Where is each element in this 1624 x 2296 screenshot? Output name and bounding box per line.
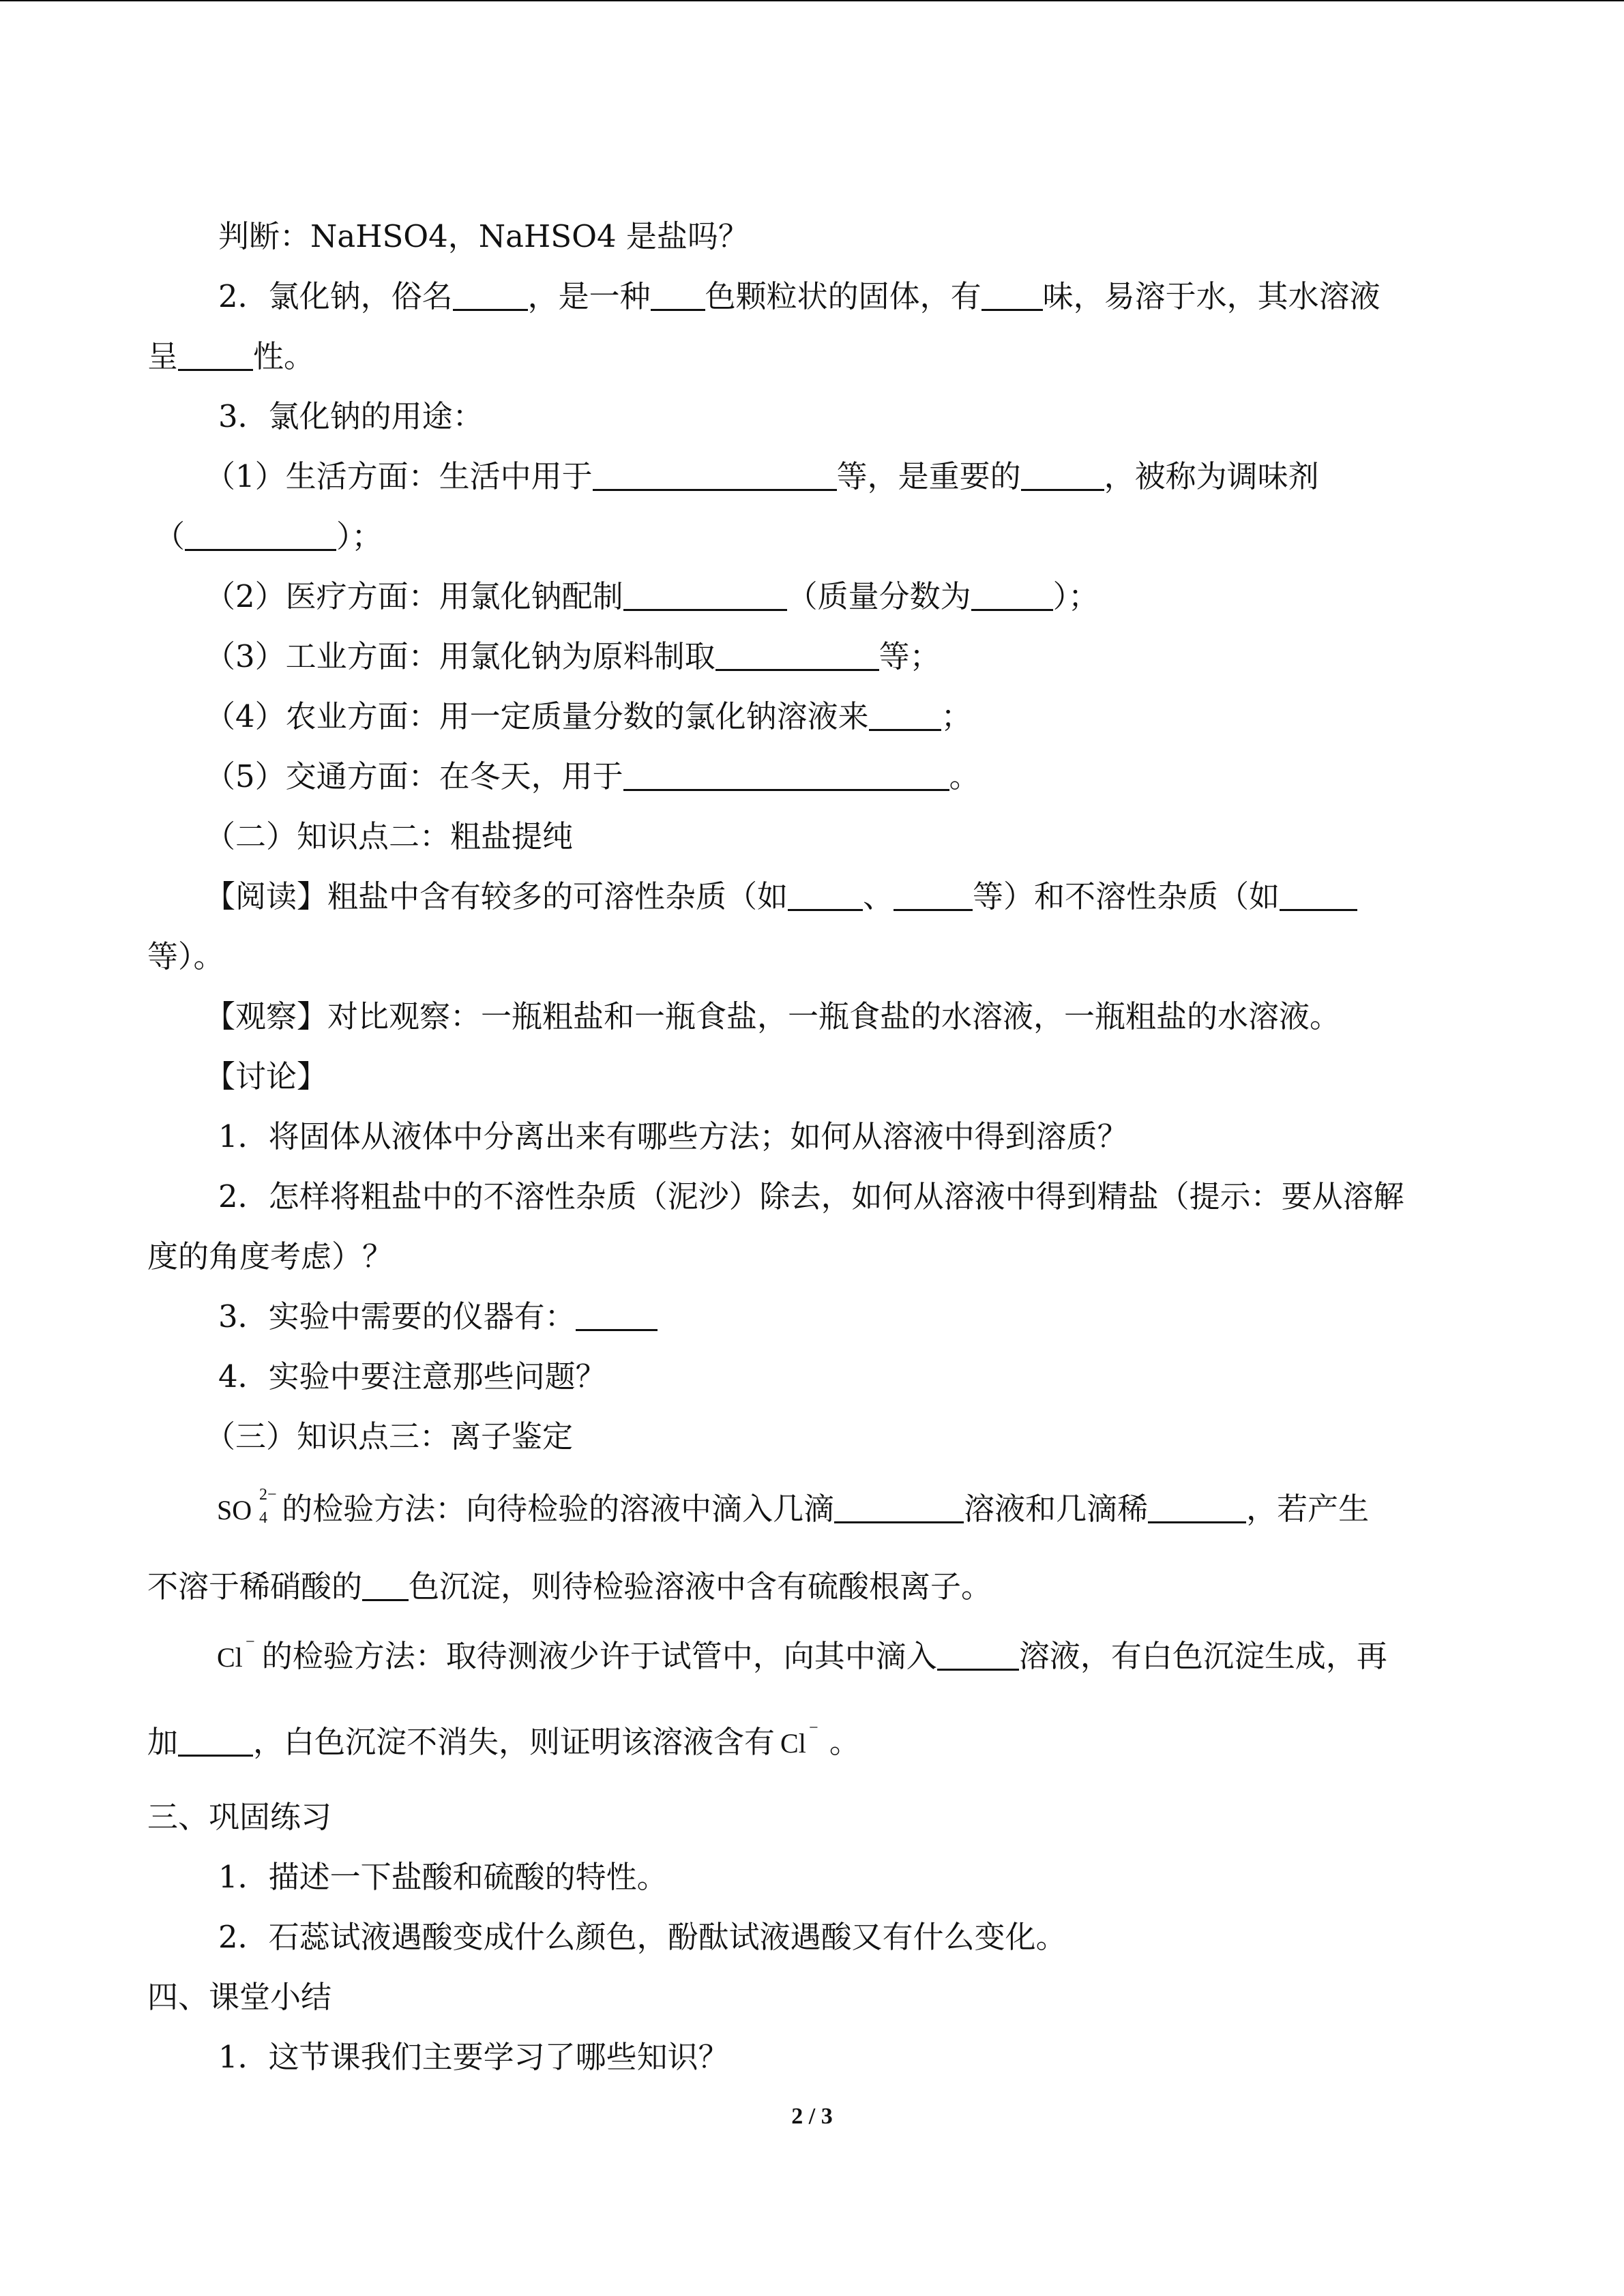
use3-line [205,638,941,675]
formula-sub: 4 [259,1509,267,1527]
use2-text: （质量分数为 [786,578,971,614]
answer-blank[interactable] [623,762,949,791]
section-title: 三、巩固练习 [147,1799,332,1835]
chloride-formula [217,1633,255,1673]
q2-text: 色颗粒状的固体，有 [705,278,981,314]
answer-blank[interactable] [576,1302,658,1331]
answer-blank[interactable] [937,1641,1019,1671]
formula-base: Cl [217,1642,243,1673]
sulfate-test-line [217,1486,1370,1527]
section-title: 四、课堂小结 [147,1979,332,2015]
sulfate-formula [217,1486,277,1527]
use5-line [205,758,980,795]
q2-text: 2．氯化钠，俗名 [218,278,453,314]
sulfate-text: 溶液和几滴稀 [964,1491,1149,1527]
answer-blank[interactable] [178,1727,253,1757]
page-number: 2 / 3 [791,2104,833,2129]
answer-blank[interactable] [593,462,837,491]
answer-blank[interactable] [623,582,787,611]
answer-blank[interactable] [178,342,253,371]
answer-blank[interactable] [788,882,863,911]
answer-blank[interactable] [1021,462,1104,491]
summary-item-1 [218,2039,729,2076]
chloride-text: 加 [147,1724,179,1760]
use4-line [205,698,972,735]
discuss-text: 3．实验中需要的仪器有： [218,1298,576,1335]
answer-blank[interactable] [715,642,879,671]
discuss-text: 4．实验中要注意那些问题？ [218,1358,606,1395]
answer-blank[interactable] [185,522,336,551]
use5-text: 。 [949,758,980,794]
answer-blank[interactable] [894,882,973,911]
use1-text: （1）生活方面：生活中用于 [205,458,593,494]
discuss-item-3 [218,1298,658,1335]
discuss-item-1 [218,1118,1128,1155]
read-text: 、 [863,878,894,914]
read-line [205,878,1357,915]
discuss-item-2 [218,1178,1404,1215]
q2-text: 性。 [253,338,315,374]
use5-text: （5）交通方面：在冬天，用于 [205,758,623,794]
q2-text: 呈 [147,338,179,374]
q3-line [218,398,484,435]
discuss-text: 1．将固体从液体中分离出来有哪些方法；如何从溶液中得到溶质？ [218,1118,1128,1154]
sulfate-test-cont [147,1568,992,1605]
sulfate-text: 不溶于稀硝酸的 [147,1568,363,1605]
answer-blank[interactable] [1280,882,1357,911]
formula-sup: − [809,1719,818,1737]
read-cont-line [147,938,224,975]
section-3-heading [147,1799,331,1836]
discuss-item-2-cont [147,1238,393,1275]
read-text: 【阅读】粗盐中含有较多的可溶性杂质（如 [205,878,788,914]
use2-text: （2）医疗方面：用氯化钠配制 [205,578,623,614]
use2-line [205,578,1099,615]
use3-text: （3）工业方面：用氯化钠为原料制取 [205,638,715,674]
discuss-heading [205,1058,327,1095]
answer-blank[interactable] [453,282,528,311]
judge-line [218,218,749,255]
discuss-text: 度的角度考虑）？ [147,1238,394,1274]
chloride-formula [780,1719,818,1759]
chloride-text: 的检验方法：取待测液少许于试管中，向其中滴入 [261,1638,937,1674]
kp3-text: （三）知识点三：离子鉴定 [205,1418,574,1455]
q2-text: 味，易溶于水，其水溶液 [1042,278,1381,314]
q2-cont-line [147,338,314,375]
sulfate-text: 的检验方法：向待检验的溶液中滴入几滴 [282,1491,835,1527]
discuss-text: 【讨论】 [205,1058,328,1094]
use3-text: 等； [879,638,941,674]
answer-blank[interactable] [651,282,705,311]
sulfate-text: ，若产生 [1246,1491,1370,1527]
observe-text: 【观察】对比观察：一瓶粗盐和一瓶食盐，一瓶食盐的水溶液，一瓶粗盐的水溶液。 [205,998,1341,1034]
formula-sup: 2− [259,1486,277,1504]
practice-text: 2．石蕊试液遇酸变成什么颜色，酚酞试液遇酸又有什么变化。 [218,1919,1067,1955]
answer-blank[interactable] [869,702,941,731]
use1-text: ，被称为调味剂 [1104,458,1319,494]
q3-text: 3．氯化钠的用途： [218,398,484,434]
read-text: 等）和不溶性杂质（如 [973,878,1280,914]
formula-sup: − [246,1633,255,1651]
answer-blank[interactable] [1148,1494,1246,1523]
use1-text: （ [154,518,186,554]
summary-text: 1．这节课我们主要学习了哪些知识？ [218,2039,729,2075]
observe-line [205,998,1340,1035]
knowledge-point-3 [205,1418,573,1455]
discuss-text: 2．怎样将粗盐中的不溶性杂质（泥沙）除去，如何从溶液中得到精盐（提示：要从溶解 [218,1178,1404,1214]
chloride-text: 溶液，有白色沉淀生成，再 [1018,1638,1387,1674]
formula-base: Cl [780,1728,806,1759]
answer-blank[interactable] [834,1494,964,1523]
practice-text: 1．描述一下盐酸和硫酸的特性。 [218,1859,668,1895]
discuss-item-4 [218,1358,606,1395]
judge-text: 判断：NaHSO4，NaHSO4 是盐吗？ [218,218,749,254]
chloride-test-cont [147,1719,860,1761]
use1-text: 等，是重要的 [836,458,1021,494]
use4-text: ； [941,698,972,734]
q2-text: ，是一种 [527,278,651,314]
chloride-text: ，白色沉淀不消失，则证明该溶液含有 [253,1724,776,1760]
chloride-text: 。 [829,1724,860,1760]
section-4-heading [147,1979,331,2016]
practice-item-2 [218,1919,1067,1956]
answer-blank[interactable] [981,282,1043,311]
use4-text: （4）农业方面：用一定质量分数的氯化钠溶液来 [205,698,869,734]
answer-blank[interactable] [971,582,1053,611]
chloride-test-line [217,1633,1387,1675]
sulfate-text: 色沉淀，则待检验溶液中含有硫酸根离子。 [409,1568,992,1605]
use2-text: ）； [1052,578,1099,614]
kp2-text: （二）知识点二：粗盐提纯 [205,818,574,854]
use1-text: ）； [336,518,383,554]
answer-blank[interactable] [362,1572,409,1601]
practice-item-1 [218,1859,668,1896]
read-text: 等）。 [147,938,224,974]
knowledge-point-2 [205,818,573,855]
use1-cont-line [154,518,383,555]
use1-line [205,458,1319,495]
q2-line [218,278,1381,315]
formula-base: SO [217,1495,252,1525]
